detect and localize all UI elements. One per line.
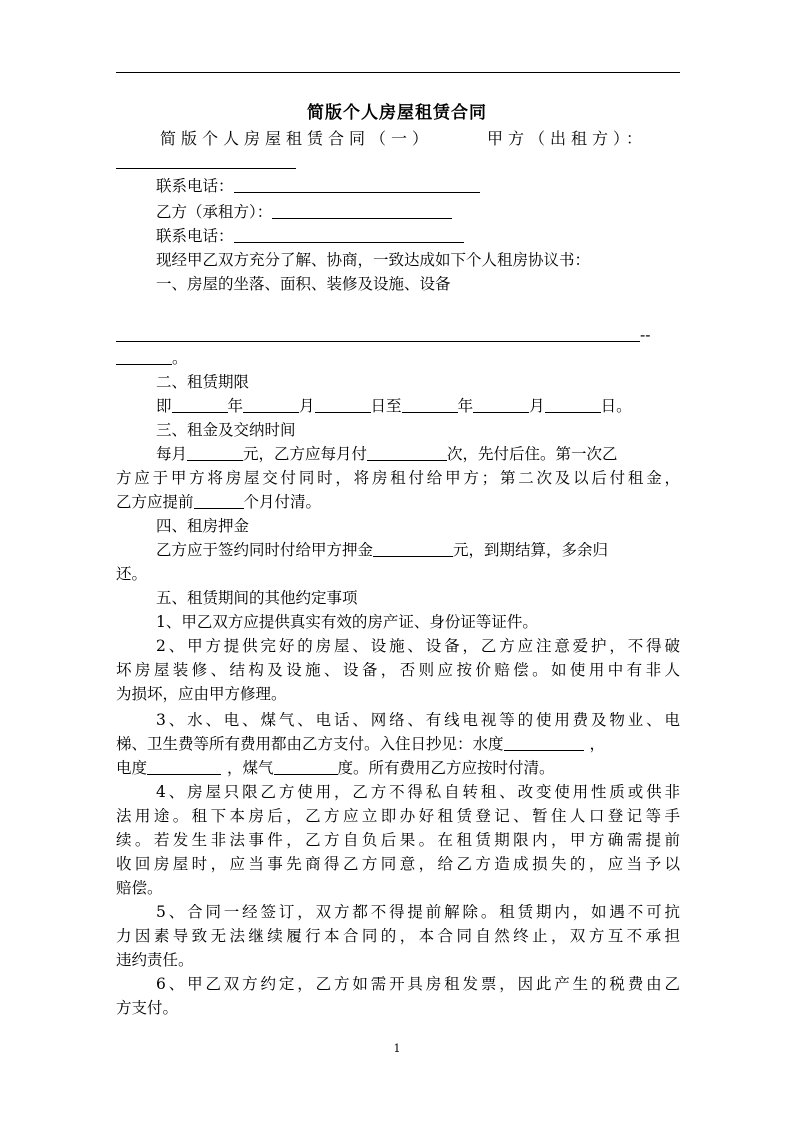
landlord-phone-label: 联系电话： xyxy=(156,177,234,195)
meter-text: 电度 xyxy=(116,759,148,777)
rent-text: 个月付清。 xyxy=(243,493,322,511)
subtitle-contract-name: 简版个人房屋租赁合同（一） xyxy=(160,129,434,148)
start-day-blank[interactable] xyxy=(315,398,371,413)
clause-4-line-2: 法用途。租下本房后，乙方应立即办好租赁登记、暂住人口登记等手 xyxy=(116,807,680,825)
clause-2-line-3: 为损坏，应由甲方修理。 xyxy=(116,685,287,703)
section4-heading: 四、租房押金 xyxy=(156,517,250,535)
section3-heading: 三、租金及交纳时间 xyxy=(156,421,296,439)
rent-line-2: 方应于甲方将房屋交付同时，将房租付给甲方；第二次及以后付租金， xyxy=(116,469,680,487)
monthly-rent-blank[interactable] xyxy=(187,446,243,461)
clause-6-line-2: 方支付。 xyxy=(116,999,179,1017)
end-day-blank[interactable] xyxy=(545,398,601,413)
tenant-label: 乙方（承租方）： xyxy=(156,203,273,221)
clause-6-line-1: 6、甲乙双方约定，乙方如需开具房租发票，因此产生的税费由乙 xyxy=(156,975,680,993)
rent-text: 每月 xyxy=(156,445,188,463)
advance-months-blank[interactable] xyxy=(194,494,244,509)
tenant-phone-label: 联系电话： xyxy=(156,227,234,245)
property-description-period: 。 xyxy=(172,349,188,367)
clause-1: 1、甲乙双方应提供真实有效的房产证、身份证等证件。 xyxy=(156,613,538,631)
start-month-blank[interactable] xyxy=(243,398,299,413)
deposit-text: 元，到期结算，多余归 xyxy=(453,541,609,559)
header-rule xyxy=(116,72,680,73)
lease-term-text: 日至 xyxy=(370,397,402,415)
intro-text: 现经甲乙双方充分了解、协商，一致达成如下个人租房协议书： xyxy=(156,251,591,269)
lease-term-text: 即 xyxy=(156,397,172,415)
landlord-phone-line xyxy=(156,174,680,196)
rent-line-1 xyxy=(156,442,680,464)
lease-term-text: 月 xyxy=(529,397,545,415)
tenant-line xyxy=(156,200,680,222)
rent-line-3 xyxy=(116,490,680,512)
clause-4-line-5: 赔偿。 xyxy=(116,879,163,897)
property-description-end xyxy=(116,346,680,368)
meter-text: 梯、卫生费等所有费用都由乙方支付。入住日抄见：水度 xyxy=(116,735,504,753)
tenant-phone-blank[interactable] xyxy=(234,228,464,243)
deposit-line-1 xyxy=(156,538,680,560)
landlord-label: 甲方（出租方）： xyxy=(487,129,648,148)
tenant-phone-line xyxy=(156,224,680,246)
clause-3-line-3 xyxy=(116,756,680,778)
subtitle-line xyxy=(160,126,647,149)
page-number: 1 xyxy=(393,1042,401,1055)
property-description-dashes: -- xyxy=(640,326,651,344)
deposit-line-2: 还。 xyxy=(116,565,148,583)
deposit-text: 乙方应于签约同时付给甲方押金 xyxy=(156,541,374,559)
start-year-blank[interactable] xyxy=(172,398,228,413)
deposit-blank[interactable] xyxy=(373,542,453,557)
rent-text: 次，先付后住。第一次乙 xyxy=(447,445,618,463)
water-meter-blank[interactable] xyxy=(504,736,584,751)
section1-heading: 一、房屋的坐落、面积、装修及设施、设备 xyxy=(156,275,451,293)
clause-2-line-2: 坏房屋装修、结构及设施、设备，否则应按价赔偿。如使用中有非人 xyxy=(116,661,680,679)
clause-5-line-1: 5、合同一经签订，双方都不得提前解除。租赁期内，如遇不可抗 xyxy=(156,903,680,921)
landlord-phone-blank[interactable] xyxy=(234,178,480,193)
electric-meter-blank[interactable] xyxy=(147,760,221,775)
page-title: 简版个人房屋租赁合同 xyxy=(307,103,487,123)
rent-text: 乙方应提前 xyxy=(116,493,194,511)
end-month-blank[interactable] xyxy=(473,398,529,413)
lease-term-text: 年 xyxy=(457,397,474,415)
tenant-blank[interactable] xyxy=(272,204,452,219)
lease-term-line xyxy=(156,394,680,416)
clause-4-line-3: 续。若发生非法事件，乙方自负后果。在租赁期限内，甲方确需提前 xyxy=(116,831,680,849)
section2-heading: 二、租赁期限 xyxy=(156,373,250,391)
payment-count-blank[interactable] xyxy=(367,446,447,461)
property-description-line xyxy=(116,326,680,344)
lease-term-text: 月 xyxy=(299,397,315,415)
lease-term-text: 年 xyxy=(227,397,244,415)
property-description-blank-2[interactable] xyxy=(116,350,172,365)
clause-4-line-4: 收回房屋时，应当事先商得乙方同意，给乙方造成损失的，应当予以 xyxy=(116,855,680,873)
section5-heading: 五、租赁期间的其他约定事项 xyxy=(156,589,358,607)
clause-5-line-3: 违约责任。 xyxy=(116,951,194,969)
meter-text: 度。所有费用乙方应按时付清。 xyxy=(337,759,555,777)
meter-text: ， xyxy=(589,735,606,753)
rent-text: 元，乙方应每月付 xyxy=(243,445,368,463)
clause-5-line-2: 力因素导致无法继续履行本合同的，本合同自然终止，双方互不承担 xyxy=(116,927,680,945)
landlord-blank[interactable] xyxy=(116,168,296,169)
clause-3-line-2 xyxy=(116,732,680,754)
end-year-blank[interactable] xyxy=(402,398,458,413)
clause-4-line-1: 4、房屋只限乙方使用，乙方不得私自转租、改变使用性质或供非 xyxy=(156,783,680,801)
lease-term-text: 日。 xyxy=(600,397,632,415)
clause-2-line-1: 2、甲方提供完好的房屋、设施、设备，乙方应注意爱护，不得破 xyxy=(156,637,680,655)
gas-meter-blank[interactable] xyxy=(274,760,338,775)
meter-text: ，煤气 xyxy=(227,759,274,777)
property-description-blank[interactable] xyxy=(116,327,640,342)
clause-3-line-1: 3、水、电、煤气、电话、网络、有线电视等的使用费及物业、电 xyxy=(156,711,680,729)
